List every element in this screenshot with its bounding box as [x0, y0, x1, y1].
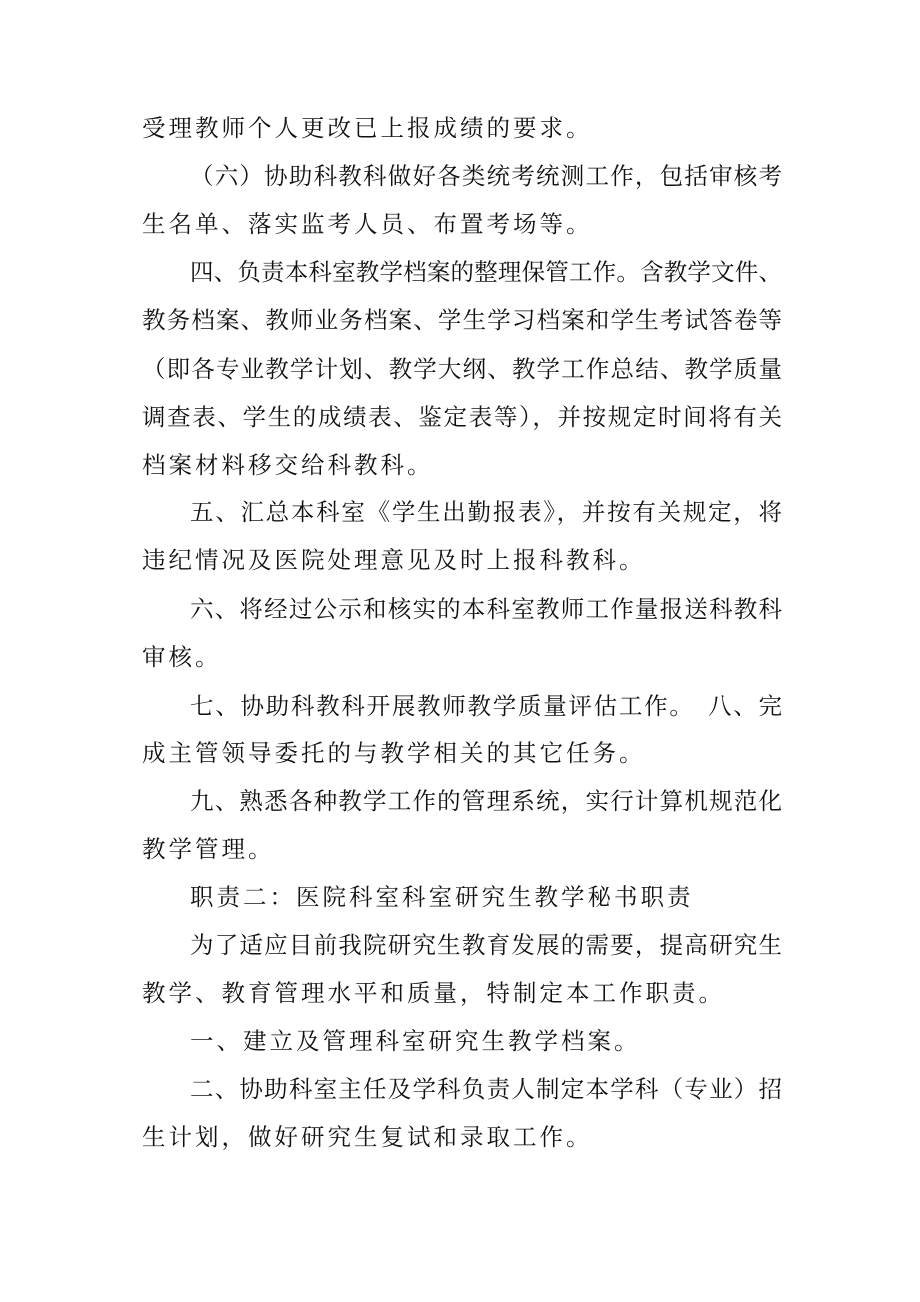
text-line: 教务档案、教师业务档案、学生学习档案和学生考试答卷等 [142, 306, 782, 334]
text-line: （即各专业教学计划、教学大纲、教学工作总结、教学质量 [142, 355, 782, 383]
text-line: 成主管领导委托的与教学相关的其它任务。 [142, 739, 646, 767]
text-line: 二、协助科室主任及学科负责人制定本学科（专业）招 [190, 1075, 782, 1103]
text-line: 七、协助科教科开展教师教学质量评估工作。 八、完 [190, 692, 782, 720]
text-line: 受理教师个人更改已上报成绩的要求。 [142, 114, 593, 142]
text-line: 调查表、学生的成绩表、鉴定表等），并按规定时间将有关 [142, 403, 782, 431]
section-heading: 职责二：医院科室科室研究生教学秘书职责 [190, 883, 694, 911]
text-line: 违纪情况及医院处理意见及时上报科教科。 [142, 546, 646, 574]
text-line: 教学管理。 [142, 835, 275, 863]
text-line: （六）协助科教科做好各类统考统测工作，包括审核考 [190, 162, 782, 190]
text-line: 六、将经过公示和核实的本科室教师工作量报送科教科 [190, 595, 782, 623]
text-line: 五、汇总本科室《学生出勤报表》，并按有关规定，将 [190, 498, 782, 526]
text-line: 档案材料移交给科教科。 [142, 451, 434, 479]
text-line: 九、熟悉各种教学工作的管理系统，实行计算机规范化 [190, 787, 782, 815]
text-line: 教学、教育管理水平和质量，特制定本工作职责。 [142, 979, 725, 1007]
text-line: 四、负责本科室教学档案的整理保管工作。含教学文件、 [190, 258, 782, 286]
text-line: 审核。 [142, 643, 222, 671]
text-line: 生名单、落实监考人员、布置考场等。 [142, 210, 593, 238]
text-line: 生计划，做好研究生复试和录取工作。 [142, 1123, 593, 1151]
text-line: 为了适应目前我院研究生教育发展的需要，提高研究生 [190, 931, 782, 959]
text-line: 一、建立及管理科室研究生教学档案。 [190, 1027, 641, 1055]
